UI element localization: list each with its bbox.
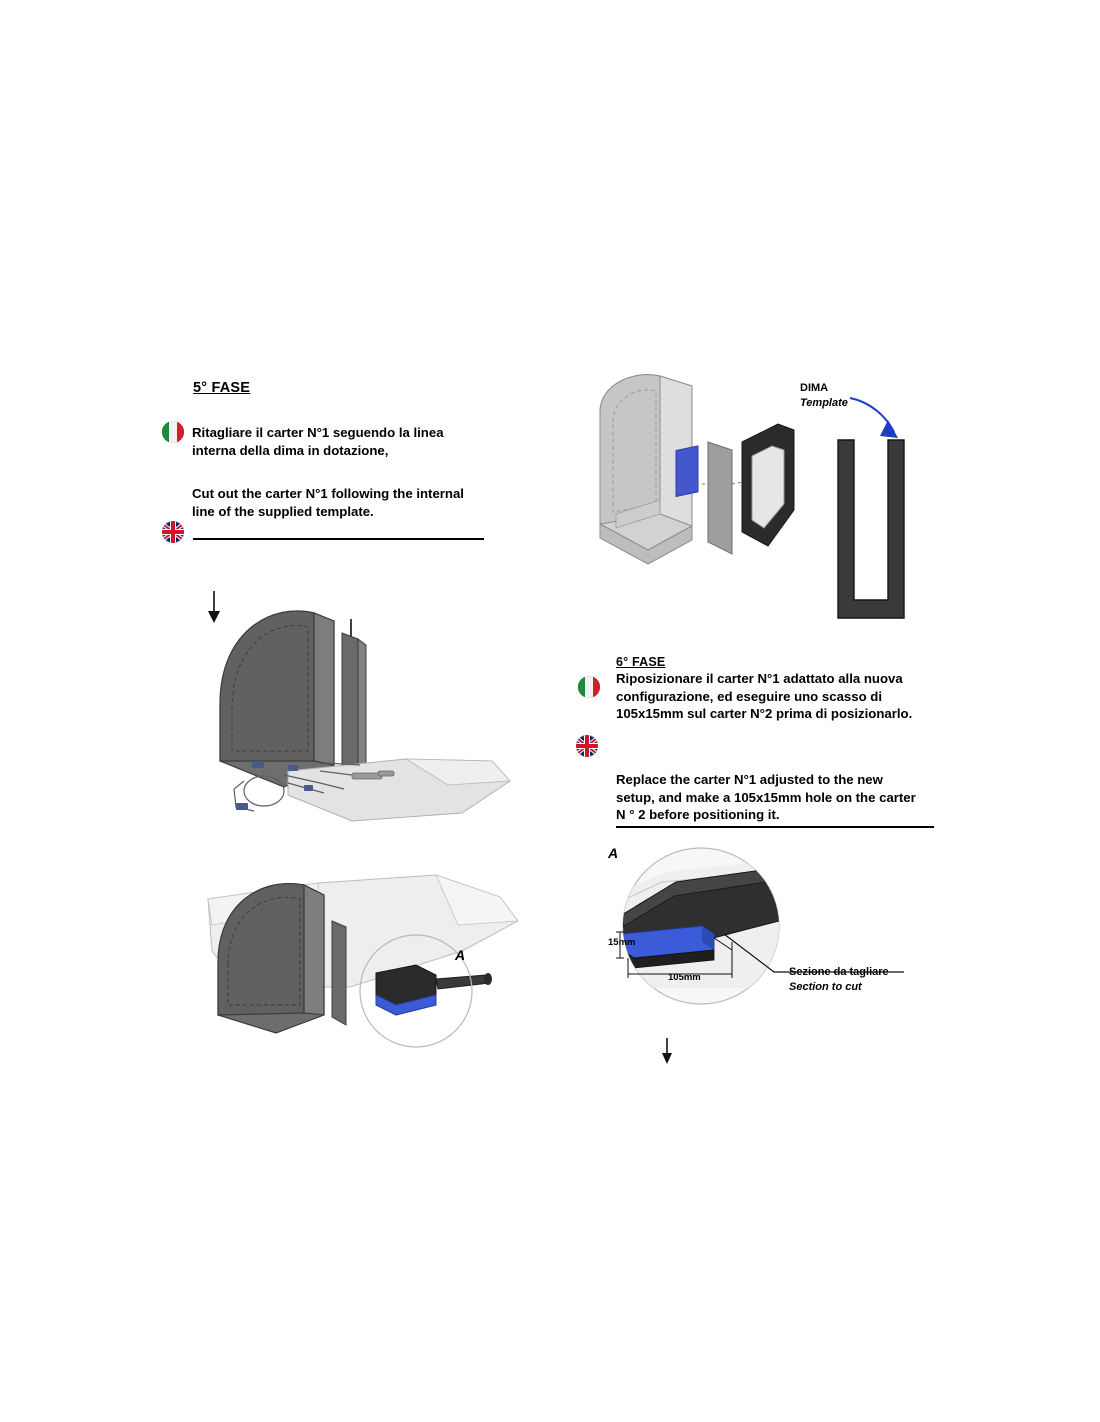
section-label-en: Section to cut [789,981,862,993]
figure-detail-section-to-cut [606,838,806,1018]
italy-flag-icon [162,421,184,443]
template-label-en: Template [800,397,848,409]
section-label-it: Sezione da tagliare [789,966,889,978]
figure-carter-assembly-top [192,585,532,830]
figure-carter-assembly-bottom [200,855,520,1055]
phase6-english-text: Replace the carter N°1 adjusted to the new setup, and make a 105x15mm hole on the carter N ° 2 before positioning it. [616,772,916,823]
detail-letter-a-top: A [455,947,466,963]
phase6-italian-text: Riposizionare il carter N°1 adattato alla nuova configurazione, ed eseguire uno scasso di 105x15mm sul carter N°2 prima di posizionarlo. [616,671,913,722]
phase6-title: 6° FASE [616,655,666,669]
down-arrow-icon [655,1036,679,1066]
uk-flag-icon [162,521,184,543]
detail-letter-a-zoom: A [608,845,619,861]
phase5-english-text: Cut out the carter N°1 following the internal line of the supplied template. [192,486,464,519]
italy-flag-icon [578,676,600,698]
down-arrow-icon [208,591,220,623]
dimension-width-label: 105mm [668,972,701,983]
figure-template-u-shape [826,432,916,634]
template-label-it: DIMA [800,382,829,394]
phase5-title: 5° FASE [193,380,251,396]
dimension-height-label: 15mm [608,937,636,948]
phase5-divider [193,538,484,540]
uk-flag-icon [576,735,598,757]
phase6-divider [616,826,934,828]
figure-carter-exploded-view [556,364,829,599]
phase5-italian-text: Ritagliare il carter N°1 seguendo la linea interna della dima in dotazione, [192,425,444,458]
